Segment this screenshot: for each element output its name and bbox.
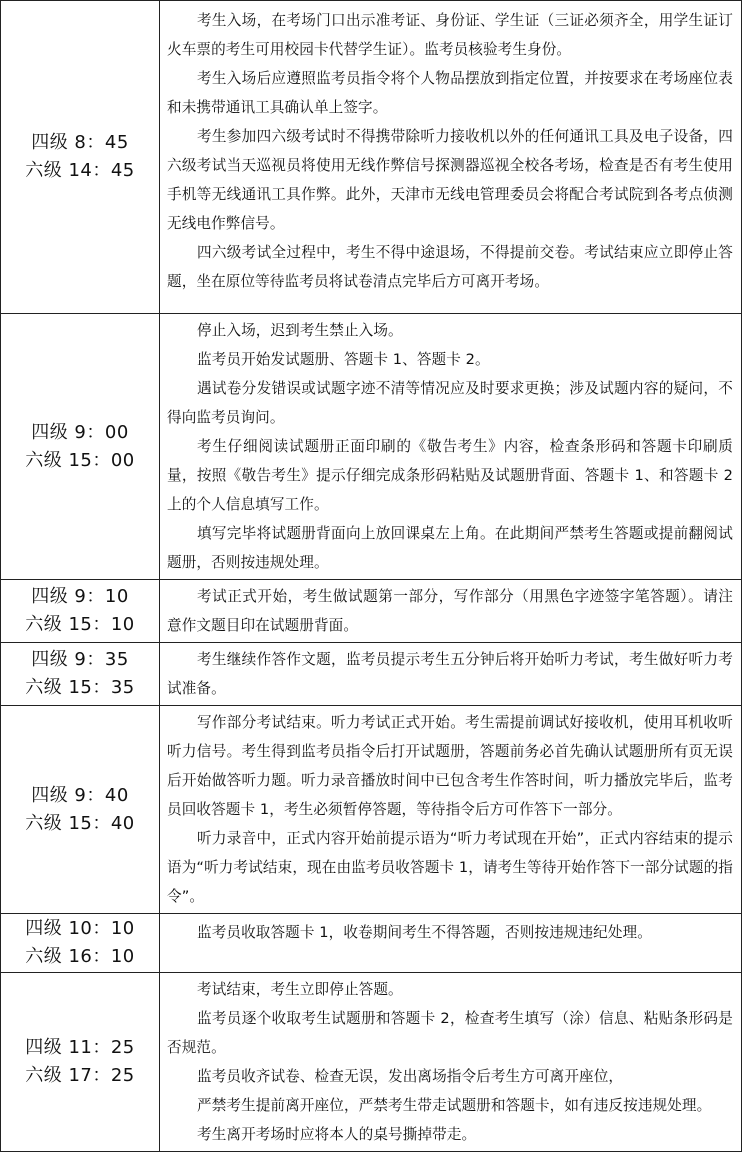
paragraph: 考试结束，考生立即停止答题。 xyxy=(197,981,403,998)
cet4-time: 四级 9：10 xyxy=(31,586,129,607)
time-cell xyxy=(1,914,160,973)
description-cell xyxy=(160,914,742,973)
schedule-row xyxy=(1,1,742,314)
cet4-time: 四级 9：40 xyxy=(31,784,129,806)
paragraph: 考生参加四六级考试时不得携带除听力接收机以外的任何通讯工具及电子设备，四六级考试当天巡视员将使用无线作弊信号探测器巡视全校各考场，检查是否有考生使用手机等无线通讯工具作弊。此外，天津市无线电管理委员会将配合考试院到各考点侦测无线电作弊信号。 xyxy=(167,128,733,232)
schedule-row xyxy=(1,580,742,643)
time-cell xyxy=(1,580,160,643)
paragraph: 监考员开始发试题册、答题卡 1、答题卡 2。 xyxy=(197,351,490,368)
paragraph: 停止入场，迟到考生禁止入场。 xyxy=(197,322,403,339)
paragraph: 写作部分考试结束。听力考试正式开始。考生需提前调试好接收机，使用耳机收听听力信号。考生得到监考员指令后打开试题册，答题前务必首先确认试题册所有页无误后开始做答听力题。听力录音播放时间中已包含考生作答时间，听力播放完毕后，监考员回收答题卡 1，考生必须暂停答题，等待指令后方可作答下一部分。 xyxy=(167,714,733,818)
cet6-time: 六级 17：25 xyxy=(25,1065,135,1086)
cet4-time: 四级 9：00 xyxy=(31,421,129,443)
schedule-row xyxy=(1,973,742,1152)
paragraph: 监考员逐个收取考生试题册和答题卡 2，检查考生填写（涂）信息、粘贴条形码是否规范。 xyxy=(167,1010,733,1056)
time-cell xyxy=(1,314,160,580)
schedule-row xyxy=(1,314,742,580)
cet4-time: 四级 10：10 xyxy=(25,918,135,939)
description-cell xyxy=(160,314,742,580)
time-cell xyxy=(1,973,160,1152)
paragraph: 听力录音中，正式内容开始前提示语为“听力考试现在开始”，正式内容结束的提示语为“听力考试结束，现在由监考员收答题卡 1，请考生等待开始作答下一部分试题的指令”。 xyxy=(167,830,733,905)
paragraph: 监考员收取答题卡 1，收卷期间考生不得答题，否则按违规违纪处理。 xyxy=(197,924,652,941)
description-cell xyxy=(160,580,742,643)
paragraph: 考生入场，在考场门口出示准考证、身份证、学生证（三证必须齐全，用学生证订火车票的考生可用校园卡代替学生证）。监考员核验考生身份。 xyxy=(167,12,733,58)
paragraph: 考试正式开始，考生做试题第一部分，写作部分（用黑色字迹签字笔答题）。请注意作文题目印在试题册背面。 xyxy=(167,588,733,634)
cet6-time: 六级 16：10 xyxy=(25,946,135,967)
schedule-row xyxy=(1,706,742,914)
schedule-row xyxy=(1,914,742,973)
paragraph: 监考员收齐试卷、检查无误，发出离场指令后考生方可离开座位， xyxy=(197,1068,624,1085)
paragraph: 考生仔细阅读试题册正面印刷的《敬告考生》内容，检查条形码和答题卡印刷质量，按照《敬告考生》提示仔细完成条形码粘贴及试题册背面、答题卡 1、和答题卡 2 上的个人信息填写工作。 xyxy=(167,438,733,513)
paragraph: 考生继续作答作文题，监考员提示考生五分钟后将开始听力考试，考生做好听力考试准备。 xyxy=(167,651,733,697)
paragraph: 填写完毕将试题册背面向上放回课桌左上角。在此期间严禁考生答题或提前翻阅试题册，否则按违规处理。 xyxy=(167,525,733,571)
cet6-time: 六级 15：00 xyxy=(25,449,135,471)
description-cell xyxy=(160,973,742,1152)
cet6-time: 六级 14：45 xyxy=(25,160,135,181)
paragraph: 四六级考试全过程中，考生不得中途退场，不得提前交卷。考试结束应立即停止答题，坐在原位等待监考员将试卷清点完毕后方可离开考场。 xyxy=(167,244,733,290)
cet4-time: 四级 9：35 xyxy=(31,649,129,670)
paragraph: 遇试卷分发错误或试题字迹不清等情况应及时要求更换；涉及试题内容的疑问，不得向监考员询问。 xyxy=(167,380,733,426)
description-cell xyxy=(160,643,742,706)
cet6-time: 六级 15：35 xyxy=(25,677,135,698)
description-cell xyxy=(160,706,742,914)
cet6-time: 六级 15：10 xyxy=(25,614,135,635)
time-cell xyxy=(1,1,160,314)
schedule-row xyxy=(1,643,742,706)
paragraph: 严禁考生提前离开座位，严禁考生带走试题册和答题卡，如有违反按违规处理。 xyxy=(197,1097,712,1114)
paragraph: 考生入场后应遵照监考员指令将个人物品摆放到指定位置，并按要求在考场座位表和未携带通讯工具确认单上签字。 xyxy=(167,70,733,116)
description-cell xyxy=(160,1,742,314)
cet6-time: 六级 15：40 xyxy=(25,812,135,834)
paragraph: 考生离开考场时应将本人的桌号撕掉带走。 xyxy=(197,1126,477,1143)
time-cell xyxy=(1,706,160,914)
cet4-time: 四级 8：45 xyxy=(31,132,129,153)
cet4-time: 四级 11：25 xyxy=(25,1037,135,1058)
time-cell xyxy=(1,643,160,706)
